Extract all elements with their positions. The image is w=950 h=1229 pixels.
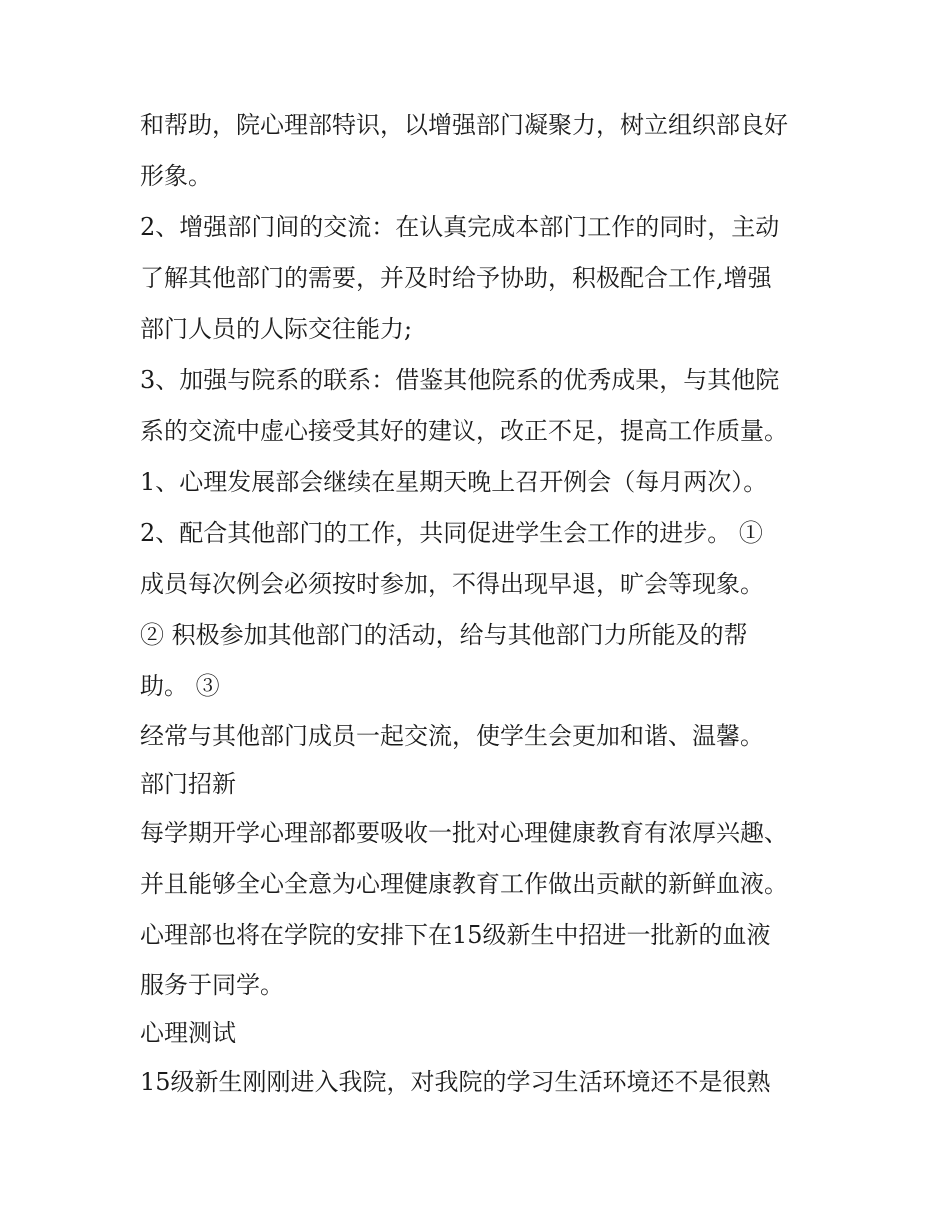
paragraph-line: 并且能够全心全意为心理健康教育工作做出贡献的新鲜血液。	[140, 870, 788, 898]
paragraph-line: 部门人员的人际交往能力;	[140, 315, 413, 343]
paragraph-line: 系的交流中虚心接受其好的建议，改正不足，提高工作质量。	[140, 417, 788, 445]
paragraph-line: 服务于同学。	[140, 971, 284, 999]
list-item-line: 2、增强部门间的交流：在认真完成本部门工作的同时，主动	[140, 213, 780, 241]
paragraph-line: 了解其他部门的需要，并及时给予协助，积极配合工作,增强	[140, 264, 772, 292]
paragraph-line: 心理部也将在学院的安排下在15级新生中招进一批新的血液	[140, 921, 771, 949]
paragraph-line: 成员每次例会必须按时参加，不得出现早退，旷会等现象。	[140, 570, 764, 598]
section-heading: 部门招新	[140, 770, 236, 798]
document-body	[140, 100, 820, 1108]
paragraph-line: 形象。	[140, 162, 212, 190]
list-item-line: 1、心理发展部会继续在星期天晚上召开例会（每月两次）。	[140, 468, 768, 496]
list-item-line: 2、配合其他部门的工作，共同促进学生会工作的进步。 ①	[140, 519, 763, 547]
paragraph-line: 助。 ③	[140, 672, 220, 700]
paragraph-line: 和帮助，院心理部特识，以增强部门凝聚力，树立组织部良好	[140, 111, 788, 139]
section-heading: 心理测试	[140, 1019, 236, 1047]
paragraph-line: 15级新生刚刚进入我院，对我院的学习生活环境还不是很熟	[140, 1068, 771, 1096]
paragraph-line: 经常与其他部门成员一起交流，使学生会更加和谐、温馨。	[140, 722, 764, 750]
list-item-line: 3、加强与院系的联系：借鉴其他院系的优秀成果，与其他院	[140, 366, 780, 394]
paragraph-line: 每学期开学心理部都要吸收一批对心理健康教育有浓厚兴趣、	[140, 819, 788, 847]
paragraph-line: ② 积极参加其他部门的活动，给与其他部门力所能及的帮	[140, 621, 748, 649]
